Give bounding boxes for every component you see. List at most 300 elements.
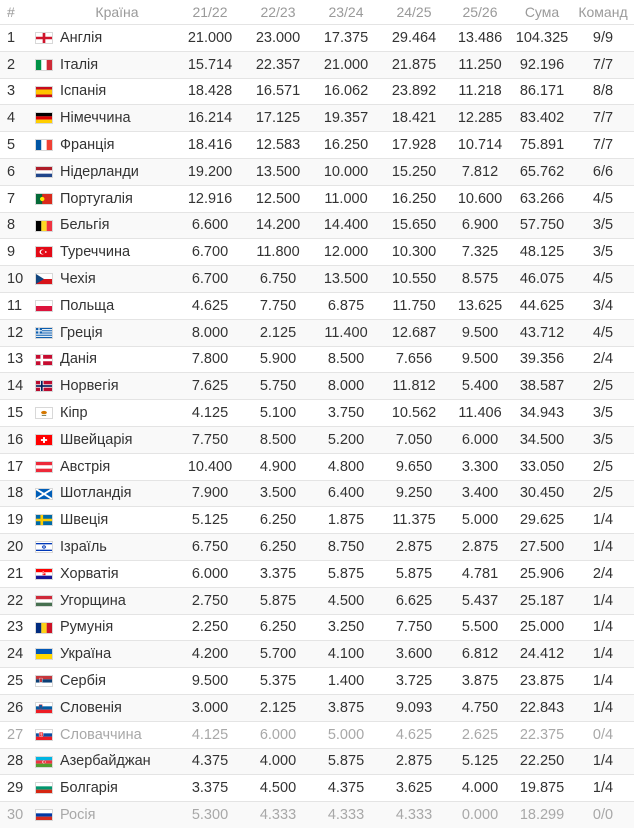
season-2223-value: 6.750: [244, 266, 312, 293]
season-2122-value: 7.750: [176, 426, 244, 453]
flag-cell: [30, 507, 58, 534]
teams-value: 2/5: [572, 373, 634, 400]
season-2526-value: 5.000: [448, 507, 512, 534]
season-2425-value: 4.333: [380, 802, 448, 828]
season-2526-value: 3.300: [448, 453, 512, 480]
season-2324-value: 4.500: [312, 587, 380, 614]
season-2425-value: 15.650: [380, 212, 448, 239]
season-2425-value: 7.750: [380, 614, 448, 641]
season-2122-value: 5.300: [176, 802, 244, 828]
flag-cell: [30, 748, 58, 775]
table-row[interactable]: [0, 239, 634, 266]
rank-cell: 13: [0, 346, 30, 373]
season-2122-value: 18.428: [176, 78, 244, 105]
teams-value: 1/4: [572, 775, 634, 802]
season-2425-value: 10.562: [380, 400, 448, 427]
flag-cell: [30, 373, 58, 400]
total-value: 22.843: [512, 694, 572, 721]
season-2223-value: 14.200: [244, 212, 312, 239]
season-2526-value: 5.437: [448, 587, 512, 614]
flag-cell: [30, 51, 58, 78]
spain-flag-icon: [35, 86, 53, 98]
season-2223-value: 5.375: [244, 668, 312, 695]
header-season-2526[interactable]: 25/26: [462, 4, 498, 20]
hungary-flag-icon: [35, 595, 53, 607]
season-2223-value: 4.500: [244, 775, 312, 802]
total-value: 22.375: [512, 721, 572, 748]
total-value: 86.171: [512, 78, 572, 105]
season-2324-value: 4.800: [312, 453, 380, 480]
teams-value: 4/5: [572, 185, 634, 212]
season-2526-value: 10.714: [448, 132, 512, 159]
teams-value: 2/4: [572, 560, 634, 587]
total-value: 34.500: [512, 426, 572, 453]
table-row[interactable]: [0, 132, 634, 159]
total-value: 75.891: [512, 132, 572, 159]
rank-cell: 10: [0, 266, 30, 293]
season-2223-value: 2.125: [244, 319, 312, 346]
flag-cell: [30, 426, 58, 453]
teams-value: 3/5: [572, 426, 634, 453]
table-row[interactable]: [0, 426, 634, 453]
season-2526-value: 11.250: [448, 51, 512, 78]
table-row[interactable]: [0, 721, 634, 748]
country-name[interactable]: Англія: [58, 25, 176, 52]
teams-value: 1/4: [572, 534, 634, 561]
season-2324-value: 8.500: [312, 346, 380, 373]
rank-cell: 15: [0, 400, 30, 427]
country-name[interactable]: Норвегія: [58, 373, 176, 400]
season-2324-value: 5.000: [312, 721, 380, 748]
table-row[interactable]: [0, 292, 634, 319]
total-value: 65.762: [512, 158, 572, 185]
country-name[interactable]: Туреччина: [58, 239, 176, 266]
israel-flag-icon: [35, 541, 53, 553]
rank-cell: 26: [0, 694, 30, 721]
flag-cell: [30, 319, 58, 346]
switzerland-flag-icon: [35, 434, 53, 446]
flag-cell: [30, 802, 58, 828]
country-name[interactable]: Швеція: [58, 507, 176, 534]
season-2223-value: 5.900: [244, 346, 312, 373]
rank-cell: 7: [0, 185, 30, 212]
season-2223-value: 5.875: [244, 587, 312, 614]
table-row[interactable]: [0, 51, 634, 78]
season-2223-value: 6.000: [244, 721, 312, 748]
season-2425-value: 15.250: [380, 158, 448, 185]
total-value: 30.450: [512, 480, 572, 507]
table-row[interactable]: [0, 560, 634, 587]
season-2526-value: 11.218: [448, 78, 512, 105]
country-name[interactable]: Італія: [58, 51, 176, 78]
total-value: 27.500: [512, 534, 572, 561]
country-name[interactable]: Австрія: [58, 453, 176, 480]
country-name[interactable]: Польща: [58, 292, 176, 319]
season-2122-value: 6.700: [176, 266, 244, 293]
bulgaria-flag-icon: [35, 782, 53, 794]
netherlands-flag-icon: [35, 166, 53, 178]
season-2425-value: 11.375: [380, 507, 448, 534]
rank-cell: 11: [0, 292, 30, 319]
country-name[interactable]: Азербайджан: [58, 748, 176, 775]
header-num[interactable]: #: [7, 4, 15, 20]
country-name[interactable]: Хорватія: [58, 560, 176, 587]
flag-cell: [30, 105, 58, 132]
season-2425-value: 9.250: [380, 480, 448, 507]
season-2122-value: 6.700: [176, 239, 244, 266]
rank-cell: 12: [0, 319, 30, 346]
season-2122-value: 8.000: [176, 319, 244, 346]
flag-cell: [30, 721, 58, 748]
season-2425-value: 2.875: [380, 748, 448, 775]
teams-value: 1/4: [572, 668, 634, 695]
rank-cell: 17: [0, 453, 30, 480]
season-2223-value: 8.500: [244, 426, 312, 453]
teams-value: 1/4: [572, 587, 634, 614]
header-season-2324[interactable]: 23/24: [328, 4, 364, 20]
season-2122-value: 4.200: [176, 641, 244, 668]
season-2425-value: 18.421: [380, 105, 448, 132]
country-name[interactable]: Франція: [58, 132, 176, 159]
header-season-2425[interactable]: 24/25: [396, 4, 432, 20]
season-2223-value: 5.700: [244, 641, 312, 668]
season-2223-value: 7.750: [244, 292, 312, 319]
table-row[interactable]: [0, 668, 634, 695]
country-name[interactable]: Швейцарія: [58, 426, 176, 453]
country-name[interactable]: Бельгія: [58, 212, 176, 239]
flag-cell: [30, 78, 58, 105]
season-2122-value: 4.125: [176, 721, 244, 748]
season-2425-value: 17.928: [380, 132, 448, 159]
total-value: 104.325: [512, 25, 572, 52]
country-name[interactable]: Болгарія: [58, 775, 176, 802]
country-name[interactable]: Росія: [58, 802, 176, 828]
flag-cell: [30, 587, 58, 614]
greece-flag-icon: [35, 327, 53, 339]
header-season-2122[interactable]: 21/22: [192, 4, 228, 20]
season-2425-value: 12.687: [380, 319, 448, 346]
table-row[interactable]: [0, 694, 634, 721]
russia-flag-icon: [35, 809, 53, 821]
azerbaijan-flag-icon: [35, 756, 53, 768]
sweden-flag-icon: [35, 514, 53, 526]
season-2122-value: 6.750: [176, 534, 244, 561]
season-2223-value: 6.250: [244, 507, 312, 534]
season-2324-value: 10.000: [312, 158, 380, 185]
total-value: 18.299: [512, 802, 572, 828]
portugal-flag-icon: [35, 193, 53, 205]
country-name[interactable]: Сербія: [58, 668, 176, 695]
season-2526-value: 5.125: [448, 748, 512, 775]
table-row[interactable]: [0, 641, 634, 668]
season-2122-value: 16.214: [176, 105, 244, 132]
season-2223-value: 17.125: [244, 105, 312, 132]
season-2324-value: 16.250: [312, 132, 380, 159]
country-name[interactable]: Данія: [58, 346, 176, 373]
table-row[interactable]: [0, 587, 634, 614]
flag-cell: [30, 694, 58, 721]
country-name[interactable]: Угорщина: [58, 587, 176, 614]
season-2526-value: 8.575: [448, 266, 512, 293]
table-row[interactable]: [0, 507, 634, 534]
country-name[interactable]: Німеччина: [58, 105, 176, 132]
total-value: 44.625: [512, 292, 572, 319]
total-value: 46.075: [512, 266, 572, 293]
rank-cell: 30: [0, 802, 30, 828]
ukraine-flag-icon: [35, 648, 53, 660]
table-row[interactable]: [0, 480, 634, 507]
flag-cell: [30, 668, 58, 695]
season-2526-value: 0.000: [448, 802, 512, 828]
teams-value: 3/5: [572, 239, 634, 266]
season-2324-value: 17.375: [312, 25, 380, 52]
table-row[interactable]: [0, 78, 634, 105]
season-2324-value: 6.400: [312, 480, 380, 507]
country-name[interactable]: Словаччина: [58, 721, 176, 748]
slovakia-flag-icon: [35, 729, 53, 741]
season-2122-value: 7.625: [176, 373, 244, 400]
header-row: [0, 0, 634, 25]
season-2324-value: 3.875: [312, 694, 380, 721]
total-value: 24.412: [512, 641, 572, 668]
table-row[interactable]: [0, 266, 634, 293]
season-2122-value: 3.375: [176, 775, 244, 802]
season-2526-value: 6.812: [448, 641, 512, 668]
table-row[interactable]: [0, 346, 634, 373]
season-2223-value: 22.357: [244, 51, 312, 78]
season-2526-value: 10.600: [448, 185, 512, 212]
denmark-flag-icon: [35, 354, 53, 366]
season-2223-value: 13.500: [244, 158, 312, 185]
country-name[interactable]: Чехія: [58, 266, 176, 293]
total-value: 34.943: [512, 400, 572, 427]
teams-value: 4/5: [572, 266, 634, 293]
season-2122-value: 12.916: [176, 185, 244, 212]
season-2223-value: 5.750: [244, 373, 312, 400]
season-2526-value: 9.500: [448, 346, 512, 373]
rank-cell: 1: [0, 25, 30, 52]
total-value: 38.587: [512, 373, 572, 400]
teams-value: 9/9: [572, 25, 634, 52]
table-row[interactable]: [0, 748, 634, 775]
teams-value: 1/4: [572, 614, 634, 641]
country-name[interactable]: Португалія: [58, 185, 176, 212]
table-row[interactable]: [0, 105, 634, 132]
season-2122-value: 7.900: [176, 480, 244, 507]
season-2122-value: 4.375: [176, 748, 244, 775]
season-2425-value: 5.875: [380, 560, 448, 587]
country-name[interactable]: Словенія: [58, 694, 176, 721]
total-value: 33.050: [512, 453, 572, 480]
season-2425-value: 29.464: [380, 25, 448, 52]
season-2425-value: 3.625: [380, 775, 448, 802]
season-2122-value: 15.714: [176, 51, 244, 78]
table-row[interactable]: [0, 185, 634, 212]
table-body: [0, 25, 634, 828]
season-2122-value: 21.000: [176, 25, 244, 52]
rank-cell: 8: [0, 212, 30, 239]
season-2324-value: 6.875: [312, 292, 380, 319]
header-teams[interactable]: Команд: [578, 4, 628, 20]
season-2122-value: 4.125: [176, 400, 244, 427]
rank-cell: 23: [0, 614, 30, 641]
season-2223-value: 4.900: [244, 453, 312, 480]
teams-value: 1/4: [572, 641, 634, 668]
season-2425-value: 3.725: [380, 668, 448, 695]
table-row[interactable]: [0, 775, 634, 802]
total-value: 25.187: [512, 587, 572, 614]
teams-value: 3/5: [572, 400, 634, 427]
season-2223-value: 3.500: [244, 480, 312, 507]
season-2223-value: 23.000: [244, 25, 312, 52]
season-2526-value: 2.875: [448, 534, 512, 561]
table-row[interactable]: [0, 614, 634, 641]
country-name[interactable]: Кіпр: [58, 400, 176, 427]
total-value: 23.875: [512, 668, 572, 695]
season-2324-value: 5.875: [312, 560, 380, 587]
flag-cell: [30, 453, 58, 480]
season-2425-value: 23.892: [380, 78, 448, 105]
country-name[interactable]: Україна: [58, 641, 176, 668]
table-row[interactable]: [0, 25, 634, 52]
turkey-flag-icon: [35, 246, 53, 258]
season-2223-value: 3.375: [244, 560, 312, 587]
rank-cell: 9: [0, 239, 30, 266]
total-value: 57.750: [512, 212, 572, 239]
teams-value: 1/4: [572, 507, 634, 534]
header-country[interactable]: Країна: [95, 4, 139, 20]
season-2223-value: 12.500: [244, 185, 312, 212]
season-2122-value: 4.625: [176, 292, 244, 319]
total-value: 83.402: [512, 105, 572, 132]
season-2425-value: 4.625: [380, 721, 448, 748]
season-2122-value: 7.800: [176, 346, 244, 373]
rank-cell: 19: [0, 507, 30, 534]
france-flag-icon: [35, 139, 53, 151]
table-row[interactable]: [0, 802, 634, 828]
season-2526-value: 4.750: [448, 694, 512, 721]
total-value: 48.125: [512, 239, 572, 266]
country-name[interactable]: Румунія: [58, 614, 176, 641]
flag-cell: [30, 560, 58, 587]
table-row[interactable]: [0, 319, 634, 346]
teams-value: 0/4: [572, 721, 634, 748]
flag-cell: [30, 534, 58, 561]
teams-value: 2/4: [572, 346, 634, 373]
season-2223-value: 12.583: [244, 132, 312, 159]
flag-cell: [30, 400, 58, 427]
season-2122-value: 19.200: [176, 158, 244, 185]
flag-cell: [30, 292, 58, 319]
season-2324-value: 1.400: [312, 668, 380, 695]
total-value: 63.266: [512, 185, 572, 212]
header-season-2223[interactable]: 22/23: [260, 4, 296, 20]
season-2526-value: 13.625: [448, 292, 512, 319]
header-flag: [30, 0, 58, 25]
teams-value: 7/7: [572, 105, 634, 132]
season-2223-value: 16.571: [244, 78, 312, 105]
belgium-flag-icon: [35, 220, 53, 232]
country-name[interactable]: Греція: [58, 319, 176, 346]
season-2324-value: 16.062: [312, 78, 380, 105]
header-total[interactable]: Сума: [524, 4, 560, 20]
total-value: 43.712: [512, 319, 572, 346]
cyprus-flag-icon: [35, 407, 53, 419]
total-value: 29.625: [512, 507, 572, 534]
rank-cell: 28: [0, 748, 30, 775]
season-2223-value: 4.000: [244, 748, 312, 775]
rank-cell: 24: [0, 641, 30, 668]
season-2223-value: 5.100: [244, 400, 312, 427]
total-value: 22.250: [512, 748, 572, 775]
season-2526-value: 6.900: [448, 212, 512, 239]
table-row[interactable]: [0, 373, 634, 400]
season-2425-value: 3.600: [380, 641, 448, 668]
rank-cell: 22: [0, 587, 30, 614]
season-2324-value: 13.500: [312, 266, 380, 293]
season-2425-value: 9.650: [380, 453, 448, 480]
slovenia-flag-icon: [35, 702, 53, 714]
rank-cell: 29: [0, 775, 30, 802]
scotland-flag-icon: [35, 488, 53, 500]
total-value: 25.906: [512, 560, 572, 587]
teams-value: 1/4: [572, 748, 634, 775]
croatia-flag-icon: [35, 568, 53, 580]
teams-value: 2/5: [572, 480, 634, 507]
table-row[interactable]: [0, 400, 634, 427]
season-2324-value: 4.100: [312, 641, 380, 668]
country-name[interactable]: Ізраїль: [58, 534, 176, 561]
teams-value: 6/6: [572, 158, 634, 185]
rank-cell: 2: [0, 51, 30, 78]
season-2425-value: 11.750: [380, 292, 448, 319]
rank-cell: 21: [0, 560, 30, 587]
season-2324-value: 21.000: [312, 51, 380, 78]
season-2526-value: 4.000: [448, 775, 512, 802]
season-2324-value: 11.400: [312, 319, 380, 346]
season-2425-value: 7.050: [380, 426, 448, 453]
season-2324-value: 5.200: [312, 426, 380, 453]
season-2526-value: 4.781: [448, 560, 512, 587]
flag-cell: [30, 346, 58, 373]
germany-flag-icon: [35, 112, 53, 124]
england-flag-icon: [35, 32, 53, 44]
table-row[interactable]: [0, 158, 634, 185]
season-2324-value: 12.000: [312, 239, 380, 266]
serbia-flag-icon: [35, 675, 53, 687]
season-2526-value: 13.486: [448, 25, 512, 52]
season-2425-value: 10.300: [380, 239, 448, 266]
rank-cell: 20: [0, 534, 30, 561]
teams-value: 4/5: [572, 319, 634, 346]
country-name[interactable]: Іспанія: [58, 78, 176, 105]
season-2425-value: 10.550: [380, 266, 448, 293]
season-2324-value: 5.875: [312, 748, 380, 775]
season-2324-value: 3.250: [312, 614, 380, 641]
flag-cell: [30, 775, 58, 802]
rank-cell: 25: [0, 668, 30, 695]
austria-flag-icon: [35, 461, 53, 473]
table-row[interactable]: [0, 453, 634, 480]
teams-value: 3/4: [572, 292, 634, 319]
table-row[interactable]: [0, 212, 634, 239]
season-2526-value: 12.285: [448, 105, 512, 132]
season-2526-value: 5.500: [448, 614, 512, 641]
table-row[interactable]: [0, 534, 634, 561]
country-name[interactable]: Нідерланди: [58, 158, 176, 185]
country-name[interactable]: Шотландія: [58, 480, 176, 507]
season-2526-value: 5.400: [448, 373, 512, 400]
